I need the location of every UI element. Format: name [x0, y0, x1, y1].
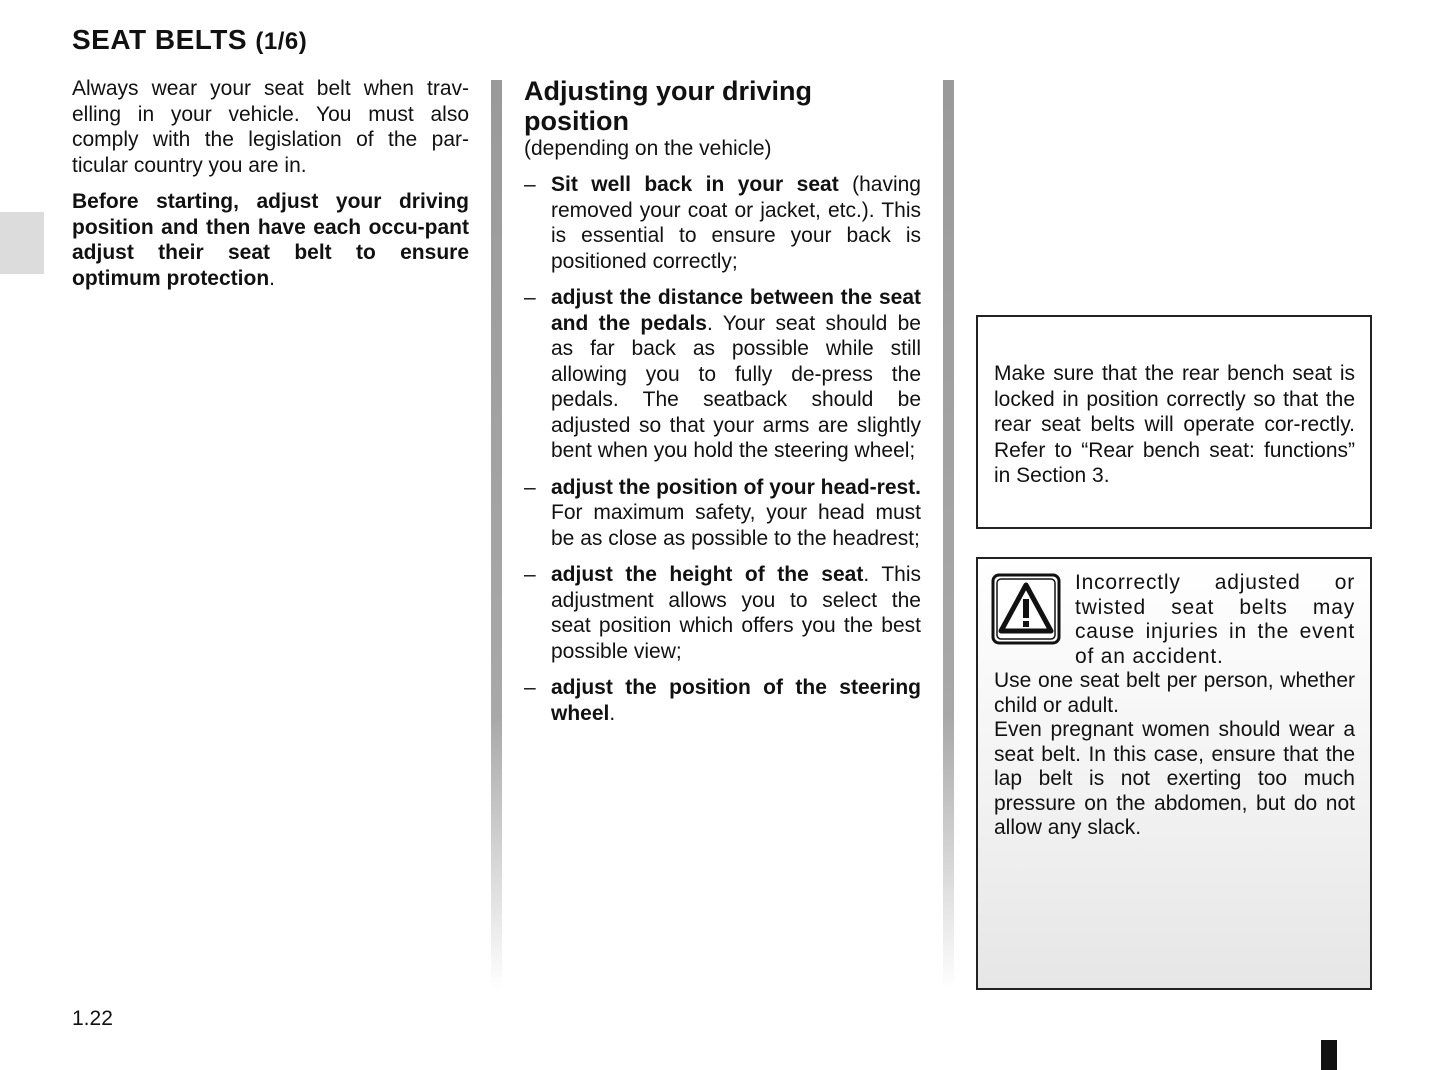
list-item-text: .	[609, 701, 616, 725]
list-item-bold: adjust the position of the steering wheel	[551, 676, 921, 725]
note-text: Make sure that the rear bench seat is locked in position correctly so that the rear seat belts will operate cor-rectly. Refer to “Rear bench seat: functions” in Section 3.	[994, 362, 1355, 487]
intro-column	[72, 76, 469, 302]
list-item	[524, 562, 921, 664]
list-item-bold: adjust the distance between the seat and the pedals	[551, 286, 921, 335]
warning-paragraph: Use one seat belt per person, whether child or adult.	[994, 669, 1355, 717]
rear-seat-note	[976, 315, 1372, 529]
page-corner-mark	[1321, 1040, 1337, 1070]
list-item	[524, 172, 921, 274]
intro-paragraph: Always wear your seat belt when trav-elling in your vehicle. You must also comply with the legislation of the par-ticular country you are in.	[72, 77, 469, 177]
warning-lead: Incorrectly adjusted or twisted seat belts may cause injuries in the event of an accident.	[1075, 571, 1355, 668]
warning-paragraph: Even pregnant women should wear a seat belt. In this case, ensure that the lap belt is not exerting too much pressure on the abdomen, but do not allow any slack.	[994, 718, 1355, 839]
list-item-bold: adjust the height of the seat	[551, 563, 864, 586]
dash-bullet: –	[524, 286, 536, 309]
list-item	[524, 675, 921, 726]
seat-belt-warning	[976, 557, 1372, 990]
page-title	[72, 24, 307, 56]
page-title-text: SEAT BELTS	[72, 24, 248, 55]
dash-bullet: –	[524, 676, 536, 699]
list-item	[524, 475, 921, 552]
dash-bullet: –	[524, 563, 536, 586]
column-divider-left	[491, 80, 502, 990]
column-divider-right	[943, 80, 954, 990]
page-number: 1.22	[72, 1007, 113, 1030]
warning-triangle-icon	[991, 573, 1061, 645]
list-item-bold: Sit well back in your seat	[551, 173, 839, 196]
list-item-text: . Your seat should be as far back as possible while still allowing you to fully de-press the pedals. The seatback should be adjusted so that your arms are slightly bent when you hold the steering wheel;	[551, 311, 921, 462]
list-item-text: . This adjustment allows you to select the seat position which offers you the best possible view;	[551, 563, 922, 663]
section-subheading: (depending on the vehicle)	[524, 137, 772, 160]
dash-bullet: –	[524, 173, 536, 196]
adjusting-column	[524, 76, 921, 737]
page-part-indicator: (1/6)	[255, 28, 308, 55]
intro-instruction	[72, 189, 469, 291]
list-item	[524, 285, 921, 464]
list-item-text: For maximum safety, your head must be as close as possible to the headrest;	[551, 501, 921, 550]
adjustment-list	[524, 172, 921, 726]
section-heading: Adjusting your driving position	[524, 76, 812, 136]
list-item-bold: adjust the position of your head-rest.	[551, 475, 921, 499]
list-item-text: (having removed your coat or jacket, etc.). This is essential to ensure your back is positioned correctly;	[551, 173, 921, 273]
dash-bullet: –	[524, 475, 536, 499]
section-tab-marker	[0, 212, 44, 274]
intro-instruction-bold: Before starting, adjust your driving position and then have each occu-pant adjust their seat belt to ensure optimum protection	[72, 190, 469, 290]
intro-instruction-end: .	[269, 266, 275, 290]
